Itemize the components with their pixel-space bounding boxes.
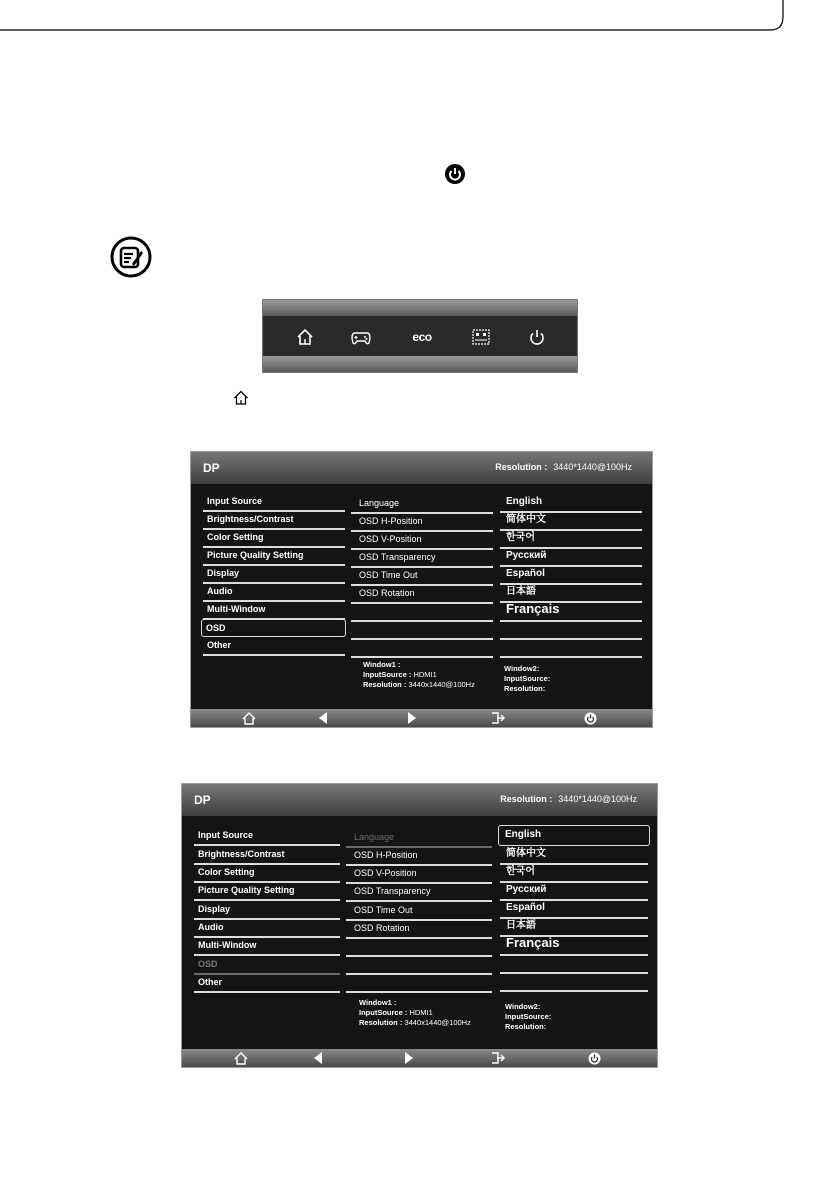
window1-info bbox=[363, 660, 475, 690]
menu-item-color-setting[interactable]: Color Setting bbox=[203, 530, 345, 548]
submenu-item-osd-v-position[interactable]: OSD V-Position bbox=[351, 532, 493, 550]
osd-footer bbox=[191, 709, 652, 727]
keypad-top-band bbox=[263, 300, 577, 316]
note-icon bbox=[110, 236, 152, 278]
osd-header bbox=[182, 784, 657, 816]
submenu-item-osd-h-position[interactable]: OSD H-Position bbox=[346, 848, 492, 866]
monitor-keypad bbox=[262, 299, 578, 373]
osd-header bbox=[191, 452, 652, 484]
window1-info bbox=[359, 998, 471, 1028]
footer-right-key[interactable] bbox=[404, 711, 420, 725]
submenu-item-osd-transparency[interactable]: OSD Transparency bbox=[346, 884, 492, 902]
osd-menu-screen-1 bbox=[190, 451, 653, 728]
gamepad-icon bbox=[351, 328, 371, 346]
resolution-label: Resolution : bbox=[500, 794, 553, 804]
arrow-right-icon bbox=[404, 1052, 414, 1064]
language-option-spanish[interactable]: Español bbox=[500, 901, 648, 919]
window1-resolution-value: 3440x1440@100Hz bbox=[408, 680, 475, 689]
arrow-left-icon bbox=[313, 1052, 323, 1064]
submenu-empty-row bbox=[351, 604, 493, 622]
footer-power-key[interactable] bbox=[586, 1051, 602, 1065]
language-empty-row bbox=[500, 640, 642, 658]
input-source-label: DP bbox=[203, 461, 220, 475]
eco-key[interactable] bbox=[407, 326, 437, 348]
resolution-value: 3440*1440@100Hz bbox=[553, 462, 632, 472]
submenu-empty-row bbox=[346, 957, 492, 975]
submenu-empty-row bbox=[346, 975, 492, 993]
resolution-value: 3440*1440@100Hz bbox=[558, 794, 637, 804]
footer-left-key[interactable] bbox=[315, 711, 331, 725]
language-option-english[interactable]: English bbox=[500, 495, 642, 513]
window1-title: Window1 : bbox=[359, 998, 397, 1007]
home-icon bbox=[296, 328, 314, 346]
home-icon bbox=[234, 1052, 248, 1065]
resolution-readout bbox=[495, 462, 632, 472]
footer-left-key[interactable] bbox=[310, 1051, 326, 1065]
footer-exit-key[interactable] bbox=[490, 711, 506, 725]
arrow-right-icon bbox=[407, 712, 417, 724]
window1-resolution-label: Resolution : bbox=[359, 1018, 403, 1027]
footer-exit-key[interactable] bbox=[490, 1051, 506, 1065]
window1-source-value: HDMI1 bbox=[413, 670, 437, 679]
submenu-item-language-dimmed[interactable]: Language bbox=[346, 830, 492, 848]
menu-item-brightness-contrast[interactable]: Brightness/Contrast bbox=[203, 512, 345, 530]
language-option-simplified-chinese[interactable]: 简体中文 bbox=[500, 513, 642, 531]
window2-resolution-label: Resolution: bbox=[504, 684, 546, 693]
menu-item-other[interactable]: Other bbox=[194, 975, 340, 993]
language-option-japanese[interactable]: 日本語 bbox=[500, 585, 642, 603]
input-source-label: DP bbox=[194, 793, 211, 807]
menu-item-picture-quality[interactable]: Picture Quality Setting bbox=[203, 548, 345, 566]
menu-item-osd-selected[interactable]: OSD bbox=[201, 619, 346, 637]
window2-info bbox=[505, 1002, 551, 1032]
submenu-empty-row bbox=[346, 939, 492, 957]
window1-resolution-value: 3440x1440@100Hz bbox=[404, 1018, 471, 1027]
osd-menu-screen-2 bbox=[181, 783, 658, 1068]
power-icon bbox=[444, 163, 466, 185]
power-key[interactable] bbox=[525, 326, 549, 348]
menu-item-color-setting[interactable]: Color Setting bbox=[194, 865, 340, 883]
language-option-russian[interactable]: Русский bbox=[500, 883, 648, 901]
home-icon bbox=[242, 712, 256, 725]
footer-power-key[interactable] bbox=[582, 711, 598, 725]
language-empty-row bbox=[500, 974, 648, 992]
power-icon bbox=[584, 712, 597, 725]
submenu-empty-row bbox=[351, 640, 493, 658]
language-option-french[interactable]: Français bbox=[500, 936, 648, 956]
submenu-empty-row bbox=[351, 622, 493, 640]
window1-title: Window1 : bbox=[363, 660, 401, 669]
menu-item-multi-window[interactable]: Multi-Window bbox=[203, 602, 345, 620]
eco-icon: eco bbox=[412, 330, 432, 344]
submenu-item-osd-rotation[interactable]: OSD Rotation bbox=[351, 586, 493, 604]
window1-source-value: HDMI1 bbox=[409, 1008, 433, 1017]
input-source-icon bbox=[472, 329, 490, 345]
resolution-readout bbox=[500, 794, 637, 804]
menu-item-audio[interactable]: Audio bbox=[203, 584, 345, 602]
menu-item-input-source[interactable]: Input Source bbox=[203, 494, 345, 512]
language-option-korean[interactable]: 한국어 bbox=[500, 531, 642, 549]
submenu-item-osd-time-out[interactable]: OSD Time Out bbox=[346, 903, 492, 921]
window1-source-label: InputSource : bbox=[363, 670, 412, 679]
window1-source-label: InputSource : bbox=[359, 1008, 408, 1017]
arrow-left-icon bbox=[318, 712, 328, 724]
menu-item-picture-quality[interactable]: Picture Quality Setting bbox=[194, 883, 340, 901]
submenu-item-language[interactable]: Language bbox=[351, 496, 493, 514]
menu-item-multi-window[interactable]: Multi-Window bbox=[194, 938, 340, 956]
submenu-item-osd-transparency[interactable]: OSD Transparency bbox=[351, 550, 493, 568]
menu-item-osd-dimmed[interactable]: OSD bbox=[194, 957, 340, 975]
submenu-item-osd-h-position[interactable]: OSD H-Position bbox=[351, 514, 493, 532]
submenu-item-osd-rotation[interactable]: OSD Rotation bbox=[346, 921, 492, 939]
window2-resolution-label: Resolution: bbox=[505, 1022, 547, 1031]
menu-item-display[interactable]: Display bbox=[203, 566, 345, 584]
power-icon bbox=[588, 1052, 601, 1065]
window2-info bbox=[504, 664, 550, 694]
game-key[interactable] bbox=[349, 326, 373, 348]
submenu-item-osd-v-position[interactable]: OSD V-Position bbox=[346, 866, 492, 884]
language-empty-row bbox=[500, 622, 642, 640]
language-option-russian[interactable]: Русский bbox=[500, 549, 642, 567]
osd-footer bbox=[182, 1049, 657, 1067]
language-option-french[interactable]: Français bbox=[500, 602, 642, 622]
keypad-bottom-band bbox=[263, 356, 577, 372]
window2-source-label: InputSource: bbox=[504, 674, 551, 683]
window1-resolution-label: Resolution : bbox=[363, 680, 407, 689]
submenu-item-osd-time-out[interactable]: OSD Time Out bbox=[351, 568, 493, 586]
window2-title: Window2: bbox=[504, 664, 540, 673]
resolution-label: Resolution : bbox=[495, 462, 548, 472]
home-key[interactable] bbox=[293, 326, 317, 348]
input-source-key[interactable] bbox=[469, 326, 493, 348]
window2-source-label: InputSource: bbox=[505, 1012, 552, 1021]
language-option-japanese[interactable]: 日本語 bbox=[500, 919, 648, 937]
language-empty-row bbox=[500, 956, 648, 974]
window2-title: Window2: bbox=[505, 1002, 541, 1011]
power-icon bbox=[528, 328, 546, 346]
language-option-english-selected[interactable]: English bbox=[498, 825, 650, 846]
footer-home-key[interactable] bbox=[233, 1051, 249, 1065]
exit-icon bbox=[491, 712, 505, 724]
home-icon bbox=[233, 390, 249, 406]
menu-item-brightness-contrast[interactable]: Brightness/Contrast bbox=[194, 847, 340, 865]
footer-right-key[interactable] bbox=[401, 1051, 417, 1065]
menu-item-input-source[interactable]: Input Source bbox=[194, 828, 340, 846]
page-top-rule bbox=[0, 0, 840, 40]
language-option-korean[interactable]: 한국어 bbox=[500, 865, 648, 883]
exit-icon bbox=[491, 1052, 505, 1064]
footer-home-key[interactable] bbox=[241, 711, 257, 725]
menu-item-display[interactable]: Display bbox=[194, 902, 340, 920]
menu-item-other[interactable]: Other bbox=[203, 638, 345, 656]
language-option-spanish[interactable]: Español bbox=[500, 567, 642, 585]
menu-item-audio[interactable]: Audio bbox=[194, 920, 340, 938]
language-option-simplified-chinese[interactable]: 简体中文 bbox=[500, 847, 648, 865]
